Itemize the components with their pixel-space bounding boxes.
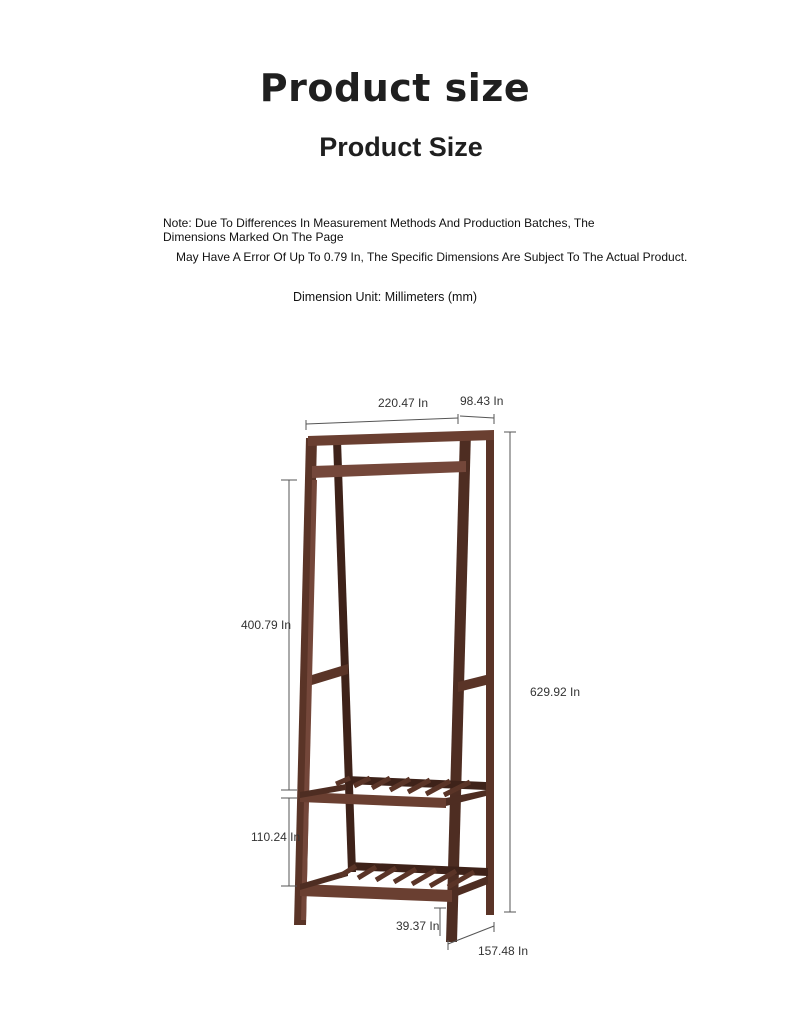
back-right-leg <box>486 432 494 915</box>
back-left-leg <box>333 440 356 872</box>
upper-height-label: 400.79 In <box>241 618 292 632</box>
lower-shelf <box>300 862 488 902</box>
coat-rack-illustration <box>294 430 494 942</box>
foot-depth-label: 39.37 In <box>396 919 440 933</box>
page-subtitle: Product Size <box>319 132 483 162</box>
page-title: Product size <box>259 66 531 110</box>
dimension-unit-note: Dimension Unit: Millimeters (mm) <box>293 290 478 304</box>
lower-height-label: 110.24 In <box>251 830 301 844</box>
measurement-note: Note: Due To Differences In Measurement Methods And Production Batches, The Dimensions Marked On The Page <box>163 216 595 244</box>
measurement-note-continued: May Have A Error Of Up To 0.79 In, The Specific Dimensions Are Subject To The Actual Product. <box>176 250 688 264</box>
depth-top-label: 98.43 In <box>460 394 504 408</box>
total-height-label: 629.92 In <box>530 685 581 699</box>
width-label: 220.47 In <box>378 396 429 410</box>
base-depth-label: 157.48 In <box>478 944 529 958</box>
